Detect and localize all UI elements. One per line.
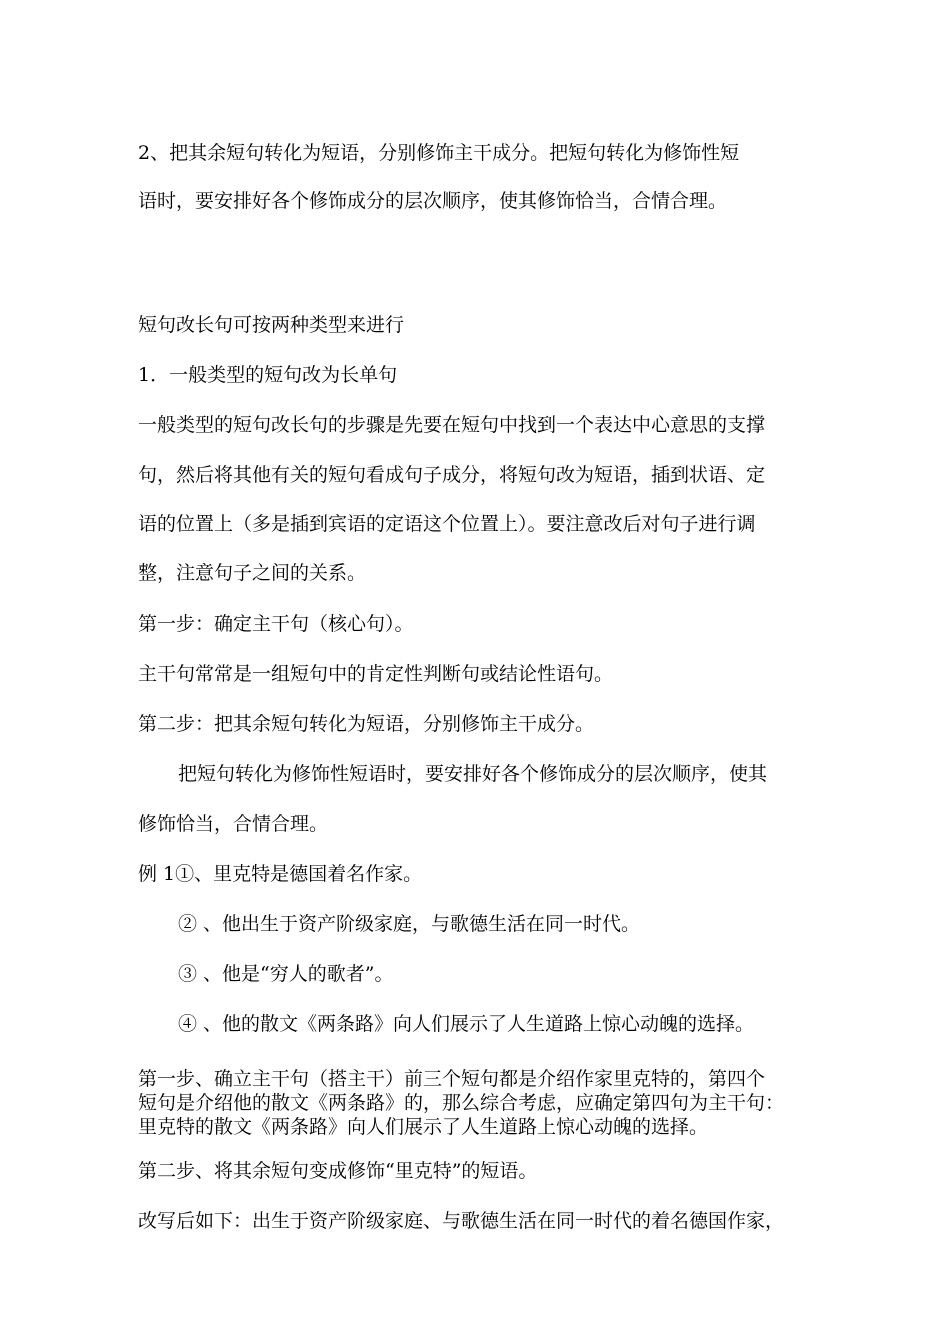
paragraph-line: 语的位置上（多是插到宾语的定语这个位置上）。要注意改后对句子进行调 (138, 513, 756, 535)
section-heading: 短句改长句可按两种类型来进行 (138, 314, 405, 336)
example-sentence-4: ④ 、他的散文《两条路》向人们展示了人生道路上惊心动魄的选择。 (178, 1013, 755, 1035)
paragraph-line: 整，注意句子之间的关系。 (138, 562, 367, 584)
subsection-heading: 1．一般类型的短句改为长单句 (138, 364, 398, 386)
example-step-one-line: 第一步、确立主干句（搭主干）前三个短句都是介绍作家里克特的，第四个 (138, 1068, 766, 1090)
step-one-description: 主干句常常是一组短句中的肯定性判断句或结论性语句。 (138, 663, 614, 685)
example-sentence-2: ② 、他出生于资产阶级家庭，与歌德生活在同一时代。 (178, 913, 641, 935)
step-two-description-line: 修饰恰当，合情合理。 (138, 813, 329, 835)
example-step-two: 第二步、将其余短句变成修饰“里克特”的短语。 (138, 1160, 538, 1182)
paragraph-line: 句，然后将其他有关的短句看成句子成分，将短句改为短语，插到状语、定 (138, 464, 766, 486)
step-two-heading: 第二步：把其余短句转化为短语，分别修饰主干成分。 (138, 713, 595, 735)
example-sentence-1: 例 1①、里克特是德国着名作家。 (138, 863, 423, 885)
paragraph-line: 语时，要安排好各个修饰成分的层次顺序，使其修饰恰当，合情合理。 (138, 190, 728, 212)
example-sentence-3: ③ 、他是“穷人的歌者”。 (178, 963, 394, 985)
example-step-one-line: 里克特的散文《两条路》向人们展示了人生道路上惊心动魄的选择。 (138, 1116, 709, 1138)
rewrite-line: 改写后如下：出生于资产阶级家庭、与歌德生活在同一时代的着名德国作家， (138, 1210, 785, 1232)
paragraph-line: 一般类型的短句改长句的步骤是先要在短句中找到一个表达中心意思的支撑 (138, 414, 766, 436)
paragraph-line: 2、把其余短句转化为短语，分别修饰主干成分。把短句转化为修饰性短 (138, 142, 740, 164)
step-one-heading: 第一步：确定主干句（核心句）。 (138, 613, 414, 635)
example-step-one-line: 短句是介绍他的散文《两条路》的，那么综合考虑，应确定第四句为主干句： (138, 1092, 785, 1114)
step-two-description-line: 把短句转化为修饰性短语时，要安排好各个修饰成分的层次顺序，使其 (178, 763, 768, 785)
